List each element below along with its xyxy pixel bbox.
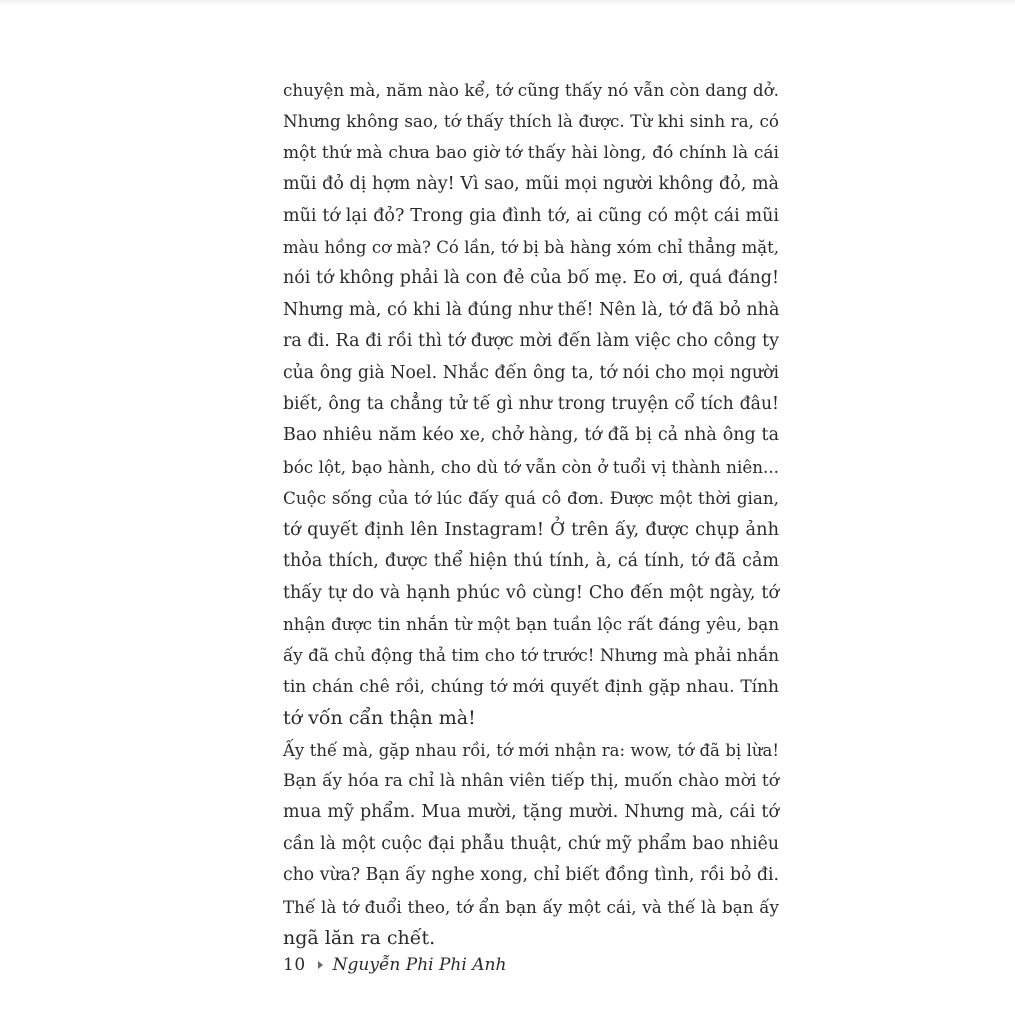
text-line: ra đi. Ra đi rồi thì tớ được mời đến làm việc cho công ty [283, 331, 779, 352]
body-text [283, 75, 779, 954]
text-line: biết, ông ta chẳng tử tế gì như trong truyện cổ tích đâu! [283, 394, 779, 415]
text-line: Bao nhiêu năm kéo xe, chở hàng, tớ đã bị cả nhà ông ta [283, 425, 779, 446]
text-line: Thế là tớ đuổi theo, tớ ẩn bạn ấy một cái, và thế là bạn ấy [283, 896, 779, 917]
text-line: nhận được tin nhắn từ một bạn tuần lộc rất đáng yêu, bạn [283, 613, 779, 634]
text-line: bóc lột, bạo hành, cho dù tớ vẫn còn ở tuổi vị thành niên... [283, 456, 779, 477]
text-line: Bạn ấy hóa ra chỉ là nhân viên tiếp thị, muốn chào mời tớ [283, 770, 779, 791]
text-line: tin chán chê rồi, chúng tớ mới quyết định gặp nhau. Tính [283, 676, 779, 697]
text-line: Cuộc sống của tớ lúc đấy quá cô đơn. Được một thời gian, [283, 488, 779, 509]
text-line: ấy đã chủ động thả tim cho tớ trước! Nhưng mà phải nhắn [283, 645, 779, 666]
text-line: chuyện mà, năm nào kể, tớ cũng thấy nó vẫn còn dang dở. [283, 80, 779, 100]
text-line: nói tớ không phải là con đẻ của bố mẹ. Eo ơi, quá đáng! [283, 268, 779, 289]
page-footer [283, 950, 506, 980]
text-line: màu hồng cơ mà? Có lần, tớ bị bà hàng xóm chỉ thẳng mặt, [283, 238, 779, 258]
text-line: Nhưng không sao, tớ thấy thích là được. Từ khi sinh ra, có [283, 111, 779, 132]
text-line: cho vừa? Bạn ấy nghe xong, chỉ biết đồng tình, rồi bỏ đi. [283, 865, 779, 886]
text-line-paragraph-end: ngã lăn ra chết. [283, 926, 436, 949]
text-line: mũi đỏ dị hợm này! Vì sao, mũi mọi người không đỏ, mà [283, 174, 779, 195]
text-line: mua mỹ phẩm. Mua mười, tặng mười. Nhưng mà, cái tớ [283, 802, 779, 823]
text-line: cần là một cuộc đại phẫu thuật, chứ mỹ phẩm bao nhiêu [283, 833, 779, 854]
triangle-right-icon [318, 961, 323, 969]
text-line: tớ quyết định lên Instagram! Ở trên ấy, được chụp ảnh [283, 519, 779, 540]
text-line: thấy tự do và hạnh phúc vô cùng! Cho đến một ngày, tớ [283, 582, 779, 603]
page-top-shadow [0, 0, 1015, 6]
text-line: thỏa thích, được thể hiện thú tính, à, cá tính, tớ đã cảm [283, 551, 779, 572]
text-line: Nhưng mà, có khi là đúng như thế! Nên là, tớ đã bỏ nhà [283, 299, 780, 320]
text-line-paragraph-end: tớ vốn cẩn thận mà! [283, 707, 476, 730]
text-line: một thứ mà chưa bao giờ tớ thấy hài lòng, đó chính là cái [283, 142, 779, 163]
page-number: 10 [283, 955, 306, 975]
text-line: của ông già Noel. Nhắc đến ông ta, tớ nói cho mọi người [283, 362, 779, 383]
author-name: Nguyễn Phi Phi Anh [332, 955, 507, 975]
text-line: mũi tớ lại đỏ? Trong gia đình tớ, ai cũng có một cái mũi [283, 205, 779, 226]
text-line: Ấy thế mà, gặp nhau rồi, tớ mới nhận ra: wow, tớ đã bị lừa! [283, 740, 779, 760]
